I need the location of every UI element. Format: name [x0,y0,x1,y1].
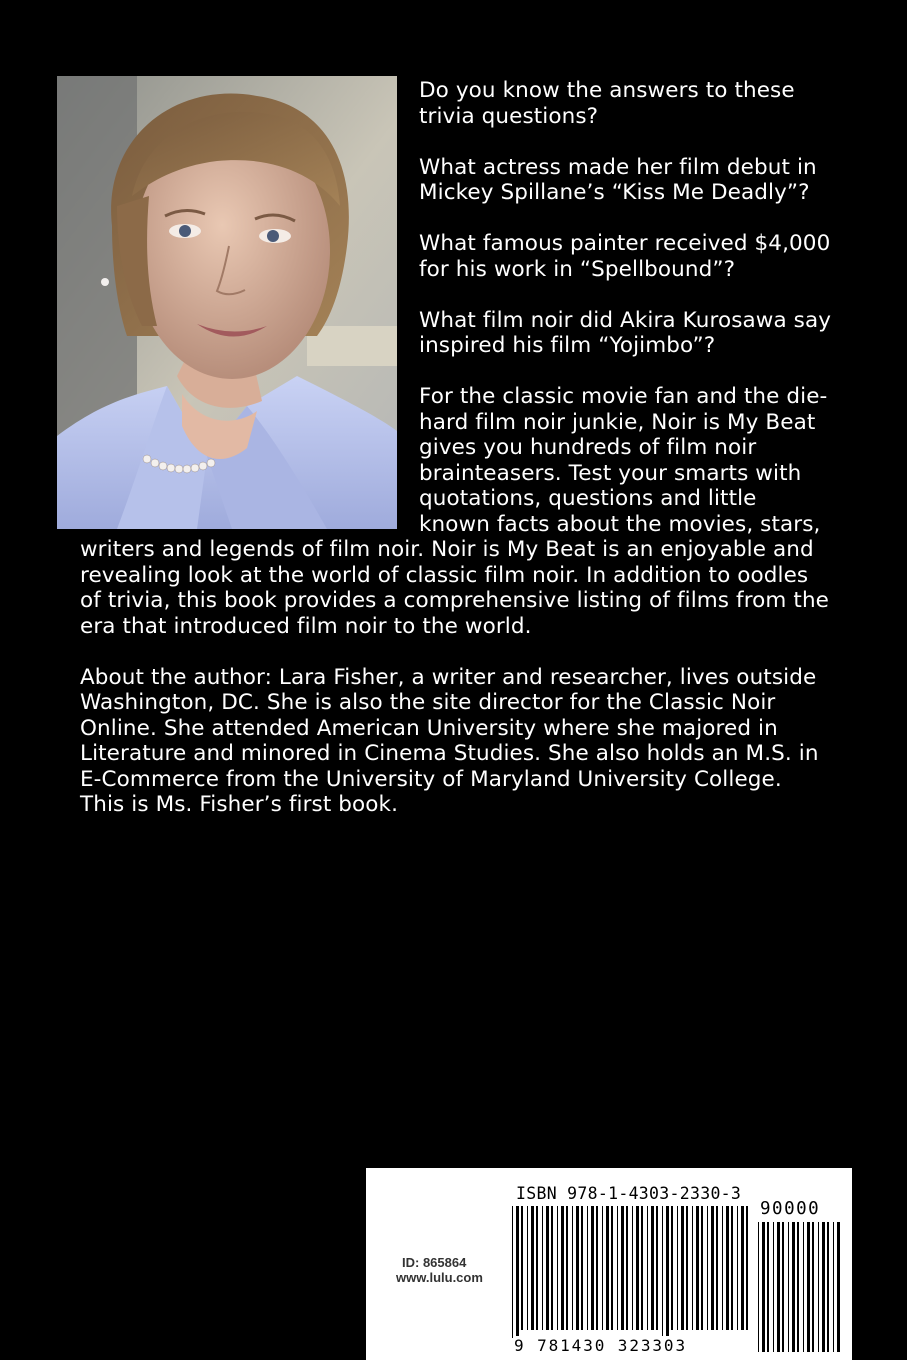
barcode-bar [572,1206,573,1330]
barcode-bar [762,1222,765,1352]
trivia-question-3: What film noir did Akira Kurosawa say inspired his film “Yojimbo”? [419,307,832,358]
trivia-question-2: What famous painter received $4,000 for his work in “Spellbound”? [419,231,831,282]
barcode-bar [686,1206,688,1330]
barcode-bar [641,1206,643,1330]
barcode-bar [818,1222,819,1352]
barcode-bar [797,1222,799,1352]
barcode-bar [731,1206,733,1330]
barcode-bar [632,1206,633,1330]
barcode-bar [716,1206,718,1330]
barcode-bar [737,1206,738,1330]
barcode-bar [546,1206,549,1330]
isbn-label: ISBN 978-1-4303-2330-3 [516,1184,742,1203]
barcode-bar [758,1222,759,1352]
barcode-bar [617,1206,618,1330]
barcode-bar [788,1222,789,1352]
barcode-bar [602,1206,603,1330]
barcode-bar [746,1206,748,1330]
barcode-bar [516,1206,519,1338]
photo-wrap-spacer [80,78,419,534]
barcode-bar [671,1206,673,1330]
barcode-bar [696,1206,699,1330]
publisher-url: www.lulu.com [396,1270,483,1285]
barcode-bar [542,1206,543,1330]
barcode-bar [807,1222,810,1352]
barcode-bar [636,1206,639,1330]
trivia-question-1: What actress made her film debut in Mickey Spillane’s “Kiss Me Deadly”? [419,154,817,205]
barcode-bar [626,1206,628,1330]
barcode-bar [647,1206,648,1330]
barcode-bar [651,1206,654,1330]
barcode-bar [666,1206,669,1338]
barcode-bar [512,1206,513,1338]
publisher-info [396,1255,483,1285]
barcode-bar [773,1222,774,1352]
barcode-bar [782,1222,784,1352]
ean-digits: 9 781430 323303 [514,1336,687,1355]
about-the-author: About the author: Lara Fisher, a writer and researcher, lives outside Washington, DC. She is also the site director for the Classic Noir Online. She attended American University where she majored in Literature and minored in Cinema Studies. She also holds an M.S. in E-Commerce from the University of Maryland University College. This is Ms. Fisher’s first book. [80,664,819,817]
barcode-bar [521,1206,523,1330]
barcode-bar [561,1206,564,1330]
barcode-bar [833,1222,834,1352]
barcode-bar [792,1222,795,1352]
barcode-bar [606,1206,609,1330]
barcode-bar [587,1206,588,1330]
barcode-bar [701,1206,703,1330]
barcode-bar [812,1222,814,1352]
barcode-bar [711,1206,714,1330]
barcode-bar [596,1206,598,1330]
barcode-bar [557,1206,558,1330]
barcode-bar [692,1206,693,1330]
barcode-bar [827,1222,829,1352]
back-cover-text [80,78,832,843]
barcode-bar [722,1206,723,1330]
barcode-bar [681,1206,684,1330]
barcode-bar [581,1206,583,1330]
barcode-bar [591,1206,594,1330]
book-description: For the classic movie fan and the die-hard film noir junkie, Noir is My Beat gives you hundreds of film noir brainteasers. Test your smarts with quotations, questions and little known facts about the movies, stars, writers and legends of film noir. Noir is My Beat is an enjoyable and revealing look at the world of classic film noir. In addition to oodles of trivia, this book provides a comprehensive listing of films from the era that introduced film noir to the world. [80,384,829,639]
intro-paragraph: Do you know the answers to these trivia questions? [419,78,795,129]
barcode-bar [536,1206,538,1330]
price-addon-digits: 90000 [760,1199,821,1219]
barcode-bar [777,1222,780,1352]
barcode-bar [531,1206,534,1330]
barcode-bar [566,1206,568,1330]
barcode-bar [677,1206,678,1330]
barcode-bar [527,1206,528,1330]
barcode-bar [662,1206,663,1338]
barcode-bar [576,1206,579,1330]
barcode-bar [767,1222,769,1352]
barcode-bar [837,1222,840,1352]
barcode-panel [366,1168,852,1360]
barcode-bar [707,1206,708,1330]
barcode-bar [551,1206,553,1330]
barcode-bar [611,1206,613,1330]
barcode-bar [803,1222,804,1352]
barcode-bar [621,1206,624,1330]
barcode-bar [656,1206,658,1330]
barcode-bar [726,1206,729,1330]
barcode-bar [741,1206,744,1330]
barcode-bar [822,1222,825,1352]
publisher-id: ID: 865864 [402,1255,467,1270]
